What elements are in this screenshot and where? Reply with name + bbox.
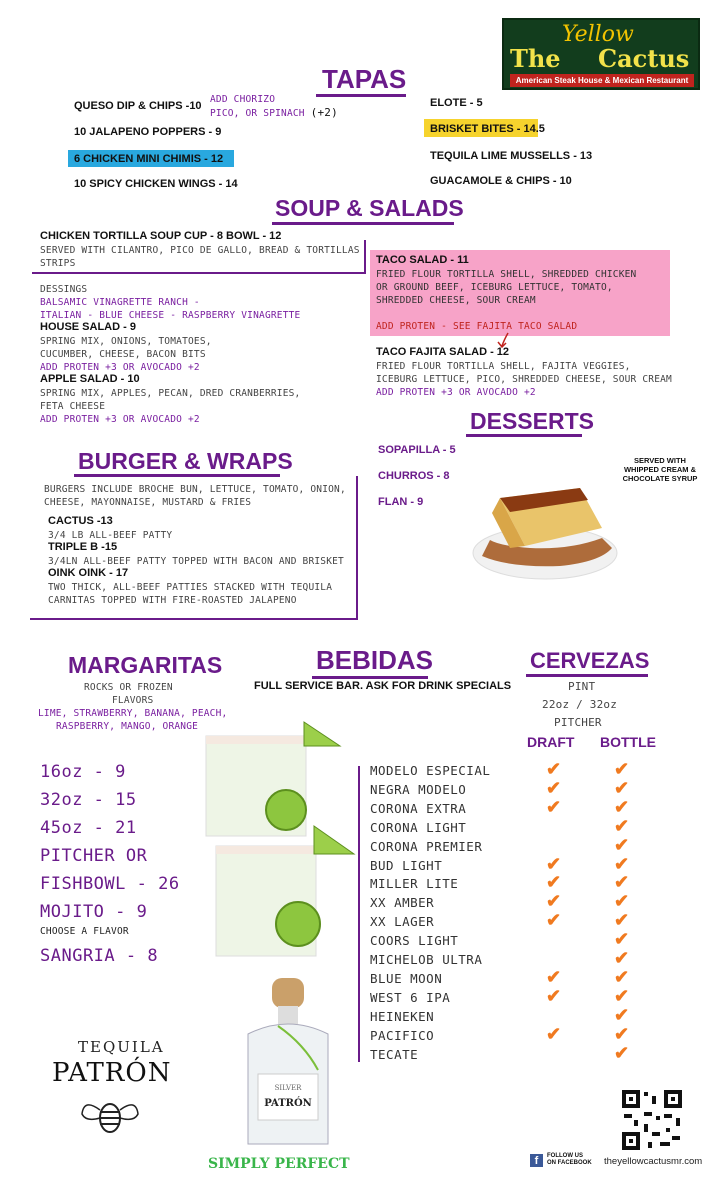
desserts-underline [466, 434, 582, 437]
draft-check-icon: ✔ [546, 778, 562, 798]
bottle-check-icon: ✔ [614, 1043, 630, 1063]
margarita-size: PITCHER OR [40, 846, 148, 866]
margarita-size: 45oz - 21 [40, 818, 137, 838]
cervezas-title: CERVEZAS [530, 648, 650, 673]
logo-cactus: Cactus [598, 44, 690, 73]
beer-name: CORONA LIGHT [370, 820, 467, 835]
restaurant-logo [502, 18, 700, 90]
salad-addon: ADD PROTEN +3 OR AVOCADO +2 [40, 362, 200, 373]
mojito: MOJITO - 9 [40, 902, 148, 922]
beer-name: MODELO ESPECIAL [370, 763, 491, 778]
bee-icon [80, 1096, 140, 1136]
margarita-size: FISHBOWL - 26 [40, 874, 180, 894]
bottle-check-icon: ✔ [614, 778, 630, 798]
burgers-intro: BURGERS INCLUDE BROCHE BUN, LETTUCE, TOMATO, ONION, [44, 484, 346, 495]
beer-name: WEST 6 IPA [370, 990, 451, 1005]
tapas-addon: ADD CHORIZO [210, 94, 276, 105]
dressings-list: ITALIAN - BLUE CHEESE - RASPBERRY VINAGRETTE [40, 310, 301, 321]
salad-desc: FRIED FLOUR TORTILLA SHELL, FAJITA VEGGIES, [376, 361, 631, 372]
salad-desc: ICEBURG LETTUCE, PICO, SHREDDED CHEESE, SOUR CREAM [376, 374, 672, 385]
bottle-check-icon: ✔ [614, 835, 630, 855]
bottle-check-icon: ✔ [614, 986, 630, 1006]
beer-name: XX LAGER [370, 914, 435, 929]
burger-desc: CARNITAS TOPPED WITH FIRE-ROASTED JALAPENO [48, 595, 297, 606]
beer-name: COORS LIGHT [370, 933, 459, 948]
salad-desc: SHREDDED CHEESE, SOUR CREAM [376, 295, 536, 306]
draft-check-icon: ✔ [546, 1024, 562, 1044]
soup-item: CHICKEN TORTILLA SOUP CUP - 8 BOWL - 12 [40, 230, 282, 242]
patron-bottle-image [234, 974, 344, 1154]
burger-desc: TWO THICK, ALL-BEEF PATTIES STACKED WITH TEQUILA [48, 582, 333, 593]
salad-desc: OR GROUND BEEF, ICEBURG LETTUCE, TOMATO, [376, 282, 613, 293]
tapas-item: 6 CHICKEN MINI CHIMIS - 12 [74, 153, 224, 165]
salad-item: HOUSE SALAD - 9 [40, 321, 136, 333]
beer-name: CORONA PREMIER [370, 839, 483, 854]
dessert-item: CHURROS - 8 [378, 470, 450, 482]
beer-name: BUD LIGHT [370, 858, 443, 873]
salad-item: TACO SALAD - 11 [376, 254, 469, 266]
beer-name: PACIFICO [370, 1028, 435, 1043]
salad-desc: SPRING MIX, APPLES, PECAN, DRED CRANBERRIES, [40, 388, 301, 399]
burgers-intro: CHEESE, MAYONNAISE, MUSTARD & FRIES [44, 497, 252, 508]
soup-title: SOUP & SALADS [275, 195, 464, 221]
beer-name: XX AMBER [370, 895, 435, 910]
beer-divider [358, 766, 360, 1062]
margaritas-flavors: LIME, STRAWBERRY, BANANA, PEACH, [38, 708, 228, 719]
draft-check-icon: ✔ [546, 986, 562, 1006]
beer-name: NEGRA MODELO [370, 782, 467, 797]
margaritas-title: MARGARITAS [68, 652, 223, 678]
draft-check-icon: ✔ [546, 872, 562, 892]
patron-slogan: SIMPLY PERFECT [208, 1156, 350, 1172]
soup-divider [32, 272, 366, 274]
margarita-size: 32oz - 15 [40, 790, 137, 810]
bottle-check-icon: ✔ [614, 759, 630, 779]
draft-check-icon: ✔ [546, 854, 562, 874]
flan-image [470, 468, 620, 588]
beer-name: TECATE [370, 1047, 419, 1062]
draft-check-icon: ✔ [546, 891, 562, 911]
dessert-item: FLAN - 9 [378, 496, 424, 508]
logo-tagline: American Steak House & Mexican Restaurant [510, 74, 694, 87]
draft-check-icon: ✔ [546, 759, 562, 779]
burger-item: TRIPLE B -15 [48, 541, 118, 553]
facebook-icon[interactable]: f [530, 1154, 543, 1167]
tapas-item: ELOTE - 5 [430, 97, 483, 109]
bebidas-title: BEBIDAS [316, 645, 434, 675]
website[interactable]: theyellowcactusmr.com [604, 1156, 703, 1167]
draft-header: DRAFT [527, 734, 575, 750]
tapas-item: BRISKET BITES - 14.5 [430, 123, 545, 135]
bottle-label-brand: PATRÓN [264, 1098, 312, 1109]
soup-divider-v [364, 240, 366, 274]
tapas-title: TAPAS [322, 64, 407, 94]
bottle-check-icon: ✔ [614, 948, 630, 968]
cervezas-underline [526, 674, 648, 677]
bottle-check-icon: ✔ [614, 797, 630, 817]
tapas-addon: PICO, OR SPINACH (+2) [210, 106, 338, 119]
beer-name: BLUE MOON [370, 971, 443, 986]
bottle-check-icon: ✔ [614, 854, 630, 874]
soup-desc: SERVED WITH CILANTRO, PICO DE GALLO, BREAD & TORTILLAS [40, 245, 360, 256]
beer-name: HEINEKEN [370, 1009, 435, 1024]
salad-desc: SPRING MIX, ONIONS, TOMATOES, [40, 336, 212, 347]
dessert-item: SOPAPILLA - 5 [378, 444, 456, 456]
tapas-item: QUESO DIP & CHIPS -10 [74, 100, 202, 112]
draft-check-icon: ✔ [546, 797, 562, 817]
pitcher-label: PITCHER [554, 716, 602, 729]
tapas-item: GUACAMOLE & CHIPS - 10 [430, 175, 572, 187]
draft-check-icon: ✔ [546, 967, 562, 987]
salad-item: APPLE SALAD - 10 [40, 373, 140, 385]
facebook-follow[interactable]: FOLLOW US ON FACEBOOK [547, 1153, 592, 1166]
burgers-title: BURGER & WRAPS [78, 448, 293, 474]
burgers-underline [74, 474, 280, 477]
dressings-list: BALSAMIC VINAGRETTE RANCH - [40, 297, 200, 308]
bottle-check-icon: ✔ [614, 816, 630, 836]
qr-code-icon[interactable] [620, 1088, 684, 1152]
soup-underline [272, 222, 454, 225]
bebidas-underline [312, 676, 428, 679]
logo-yellow: Yellow [562, 22, 634, 47]
margarita-glasses-image [196, 716, 362, 966]
salad-addon: ADD PROTEN +3 OR AVOCADO +2 [40, 414, 200, 425]
bottle-check-icon: ✔ [614, 929, 630, 949]
salad-desc: FRIED FLOUR TORTILLA SHELL, SHREDDED CHICKEN [376, 269, 637, 280]
desserts-title: DESSERTS [470, 408, 594, 434]
oz-label: 22oz / 32oz [542, 698, 618, 711]
dessert-note: SERVED WITH WHIPPED CREAM & CHOCOLATE SYRUP [622, 456, 698, 483]
bebidas-sub: FULL SERVICE BAR. ASK FOR DRINK SPECIALS [254, 680, 512, 692]
beer-name: MICHELOB ULTRA [370, 952, 483, 967]
margarita-size: 16oz - 9 [40, 762, 126, 782]
bottle-header: BOTTLE [600, 734, 656, 750]
bottle-check-icon: ✔ [614, 1024, 630, 1044]
salad-desc: CUCUMBER, CHEESE, BACON BITS [40, 349, 206, 360]
margaritas-flavors: RASPBERRY, MANGO, ORANGE [56, 721, 199, 732]
beer-name: CORONA EXTRA [370, 801, 467, 816]
bottle-check-icon: ✔ [614, 967, 630, 987]
patron-logo: PATRÓN [52, 1058, 172, 1088]
bottle-check-icon: ✔ [614, 1005, 630, 1025]
salad-desc: FETA CHEESE [40, 401, 106, 412]
bottle-check-icon: ✔ [614, 872, 630, 892]
margaritas-sub: FLAVORS [112, 695, 154, 706]
tapas-item: TEQUILA LIME MUSSELLS - 13 [430, 150, 593, 162]
sangria: SANGRIA - 8 [40, 946, 159, 966]
bottle-check-icon: ✔ [614, 910, 630, 930]
pint-label: PINT [568, 680, 596, 693]
burger-item: CACTUS -13 [48, 515, 113, 527]
beer-name: MILLER LITE [370, 876, 459, 891]
dressings-label: DESSINGS [40, 284, 88, 295]
tapas-item: 10 JALAPENO POPPERS - 9 [74, 126, 222, 138]
mojito-note: CHOOSE A FLAVOR [40, 926, 129, 937]
burger-divider-v [356, 476, 358, 620]
salad-addon: ADD PROTEN - SEE FAJITA TACO SALAD [376, 321, 578, 332]
burger-divider [30, 618, 358, 620]
bottle-check-icon: ✔ [614, 891, 630, 911]
logo-the: The [510, 44, 561, 73]
bottle-label-silver: SILVER [274, 1084, 302, 1092]
margaritas-sub: ROCKS OR FROZEN [84, 682, 173, 693]
salad-item: TACO FAJITA SALAD - 12 [376, 346, 510, 358]
burger-desc: 3/4 LB ALL-BEEF PATTY [48, 530, 173, 541]
burger-item: OINK OINK - 17 [48, 567, 129, 579]
salad-addon: ADD PROTEN +3 OR AVOCADO +2 [376, 387, 536, 398]
patron-tequila-label: TEQUILA [78, 1038, 165, 1056]
draft-check-icon: ✔ [546, 910, 562, 930]
tapas-underline [316, 94, 406, 97]
burger-desc: 3/4LN ALL-BEEF PATTY TOPPED WITH BACON AND BRISKET [48, 556, 344, 567]
soup-desc: STRIPS [40, 258, 76, 269]
tapas-item: 10 SPICY CHICKEN WINGS - 14 [74, 178, 238, 190]
